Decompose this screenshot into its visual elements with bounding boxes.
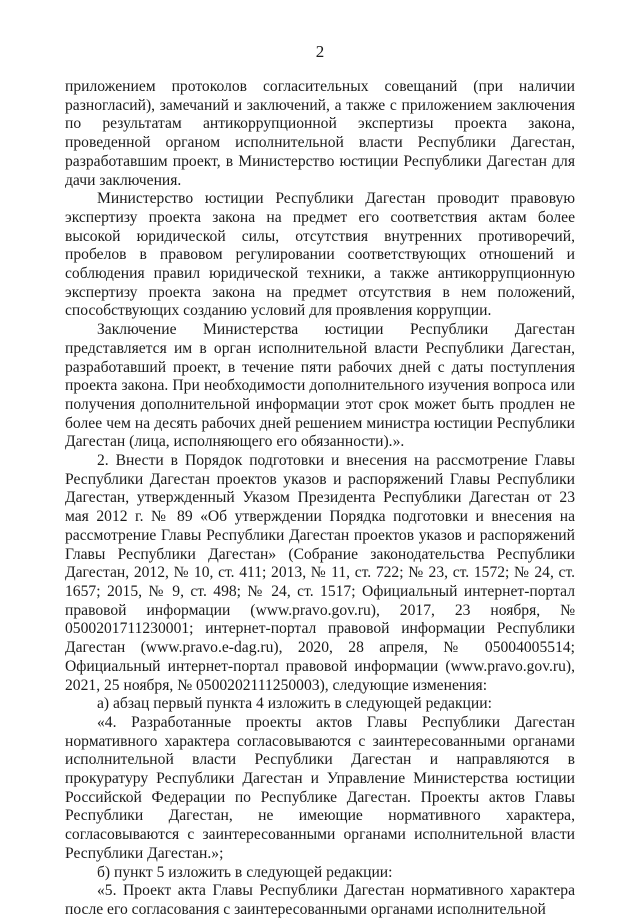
page-number: 2	[315, 42, 325, 61]
paragraph: 2. Внести в Порядок подготовки и внесения на рассмотрение Главы Республики Дагестан проектов указов и распоряжений Главы Республики Дагестан, утвержденный Указом Президента Республики Дагестан от 23 мая 2012 г. № 89 «Об утверждении Порядка подготовки и внесения на рассмотрение Главы Республики Дагестан проектов указов и распоряжений Главы Республики Дагестан» (Собрание законодательства Республики Дагестан, 2012, № 10, ст. 411; 2013, № 11, ст. 722; № 23, ст. 1572; № 24, ст. 1657; 2015, № 9, ст. 498; № 24, ст. 1517; Официальный интернет-портал правовой информации (www.pravo.gov.ru), 2017, 23 ноября, № 0500201711230001; интернет-портал правовой информации Республики Дагестан (www.pravo.e-dag.ru), 2020, 28 апреля, № 05004005514; Официальный интернет-портал правовой информации (www.pravo.gov.ru), 2021, 25 ноября, № 0500202111250003), следующие изменения:	[65, 452, 575, 694]
document-body	[65, 78, 575, 920]
paragraph: приложением протоколов согласительных совещаний (при наличии разногласий), замечаний и заключений, а также с приложением заключения по результатам антикоррупционной экспертизы проекта закона, проведенной органом исполнительной власти Республики Дагестан, разработавшим проект, в Министерство юстиции Республики Дагестан для дачи заключения.	[65, 78, 575, 189]
paragraph: б) пункт 5 изложить в следующей редакции:	[97, 863, 393, 881]
paragraph: Министерство юстиции Республики Дагестан проводит правовую экспертизу проекта закона на предмет его соответствия актам более высокой юридической силы, отсутствия внутренних противоречий, пробелов в правовом регулировании соответствующих отношений и соблюдения правил юридической техники, а также антикоррупционную экспертизу проекта закона на предмет отсутствия в нем положений, способствующих созданию условий для проявления коррупции.	[65, 190, 575, 320]
paragraph: Заключение Министерства юстиции Республики Дагестан представляется им в орган исполнительной власти Республики Дагестан, разработавший проект, в течение пяти рабочих дней с даты поступления проекта закона. При необходимости дополнительного изучения вопроса или получения дополнительной информации этот срок может быть продлен не более чем на десять рабочих дней решением министра юстиции Республики Дагестан (лица, исполняющего его обязанности).».	[65, 321, 575, 451]
paragraph: «4. Разработанные проекты актов Главы Республики Дагестан нормативного характера согласовываются с заинтересованными органами исполнительной власти Республики Дагестан и направляются в прокуратуру Республики Дагестан и Управление Министерства юстиции Российской Федерации по Республике Дагестан. Проекты актов Главы Республики Дагестан, не имеющие нормативного характера, согласовываются с заинтересованными органами исполнительной власти Республики Дагестан.»;	[65, 713, 575, 862]
paragraph: а) абзац первый пункта 4 изложить в следующей редакции:	[97, 695, 492, 713]
paragraph: «5. Проект акта Главы Республики Дагестан нормативного характера после его согласования с заинтересованными органами исполнительной	[65, 882, 575, 918]
